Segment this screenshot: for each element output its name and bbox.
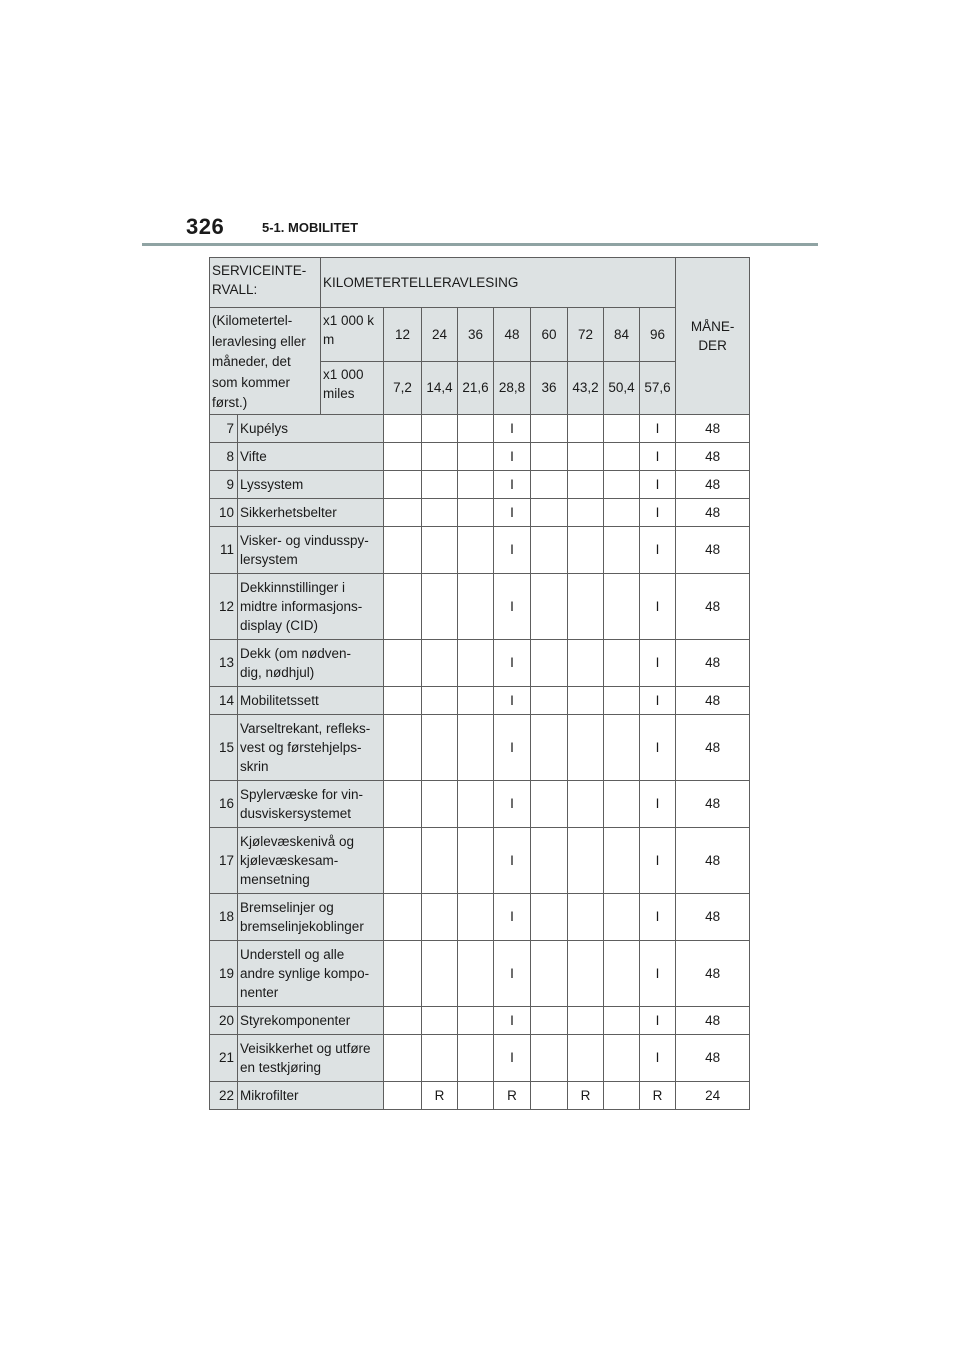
interval-mark <box>604 573 640 639</box>
service-item-line: display (CID) <box>240 617 319 633</box>
interval-mark <box>531 414 568 442</box>
table-row <box>210 526 750 573</box>
table-row <box>210 780 750 827</box>
months-value: 48 <box>676 526 750 573</box>
mile-value: 28,8 <box>494 361 531 414</box>
interval-mark <box>531 1006 568 1034</box>
months-value: 48 <box>676 1034 750 1081</box>
interval-cell <box>384 780 422 827</box>
interval-cell <box>384 1034 422 1081</box>
table-row <box>210 1006 750 1034</box>
service-item <box>238 827 384 893</box>
row-number: 14 <box>210 686 238 714</box>
interval-mark <box>604 1006 640 1034</box>
service-item-line: kjølevæskesam- <box>240 852 339 868</box>
interval-mark: I <box>494 1006 531 1034</box>
service-item-line: Veisikkerhet og utføre <box>240 1040 371 1056</box>
table-row <box>210 827 750 893</box>
row-number: 19 <box>210 940 238 1006</box>
mile-value: 21,6 <box>458 361 494 414</box>
interval-mark <box>422 526 458 573</box>
interval-mark <box>422 573 458 639</box>
interval-mark <box>422 940 458 1006</box>
interval-mark: R <box>422 1081 458 1109</box>
interval-cell <box>384 1081 422 1109</box>
section-title: 5-1. MOBILITET <box>262 220 359 235</box>
row-number: 12 <box>210 573 238 639</box>
interval-mark <box>604 639 640 686</box>
interval-mark <box>604 686 640 714</box>
interval-mark <box>568 470 604 498</box>
service-item-line: dusviskersystemet <box>240 805 352 821</box>
row-number: 17 <box>210 827 238 893</box>
interval-mark: I <box>494 414 531 442</box>
interval-mark <box>568 827 604 893</box>
service-item-line: Lyssystem <box>240 476 304 492</box>
km-value: 60 <box>531 308 568 362</box>
service-item-line: en testkjøring <box>240 1059 322 1075</box>
interval-mark <box>422 780 458 827</box>
interval-mark: I <box>640 893 676 940</box>
table-row <box>210 893 750 940</box>
service-item-line: Understell og alle <box>240 946 345 962</box>
interval-mark <box>458 780 494 827</box>
interval-mark <box>458 498 494 526</box>
interval-mark: I <box>640 573 676 639</box>
interval-note-line: først.) <box>212 395 248 410</box>
interval-mark: R <box>568 1081 604 1109</box>
row-number: 16 <box>210 780 238 827</box>
service-item-line: lersystem <box>240 551 298 567</box>
interval-mark: R <box>494 1081 531 1109</box>
interval-mark <box>604 714 640 780</box>
interval-mark: I <box>494 893 531 940</box>
interval-mark <box>422 827 458 893</box>
interval-mark <box>531 714 568 780</box>
km-value: 72 <box>568 308 604 362</box>
service-item-line: andre synlige kompo- <box>240 965 370 981</box>
row-number: 7 <box>210 414 238 442</box>
service-item-line: Vifte <box>240 448 267 464</box>
service-item <box>238 470 384 498</box>
interval-mark <box>531 498 568 526</box>
interval-mark <box>458 1006 494 1034</box>
interval-mark <box>568 780 604 827</box>
interval-mark: I <box>640 780 676 827</box>
maintenance-schedule-table <box>209 257 750 1110</box>
km-value: 36 <box>458 308 494 362</box>
service-interval-header-line: RVALL: <box>212 282 258 297</box>
interval-mark: I <box>494 470 531 498</box>
interval-mark <box>422 470 458 498</box>
interval-mark <box>604 827 640 893</box>
interval-mark: I <box>640 940 676 1006</box>
interval-mark <box>568 1006 604 1034</box>
interval-mark: I <box>640 470 676 498</box>
interval-mark: I <box>494 940 531 1006</box>
service-item <box>238 498 384 526</box>
interval-mark <box>458 414 494 442</box>
row-number: 20 <box>210 1006 238 1034</box>
header-rule <box>142 243 818 246</box>
row-number: 8 <box>210 442 238 470</box>
km-value: 24 <box>422 308 458 362</box>
service-item-line: bremselinjekoblinger <box>240 918 364 934</box>
interval-cell <box>384 639 422 686</box>
interval-mark <box>604 893 640 940</box>
interval-mark <box>531 827 568 893</box>
service-item-line: nenter <box>240 984 279 1000</box>
interval-cell <box>384 1006 422 1034</box>
interval-mark <box>458 827 494 893</box>
interval-cell <box>384 714 422 780</box>
months-value: 48 <box>676 780 750 827</box>
interval-mark <box>458 573 494 639</box>
km-value: 48 <box>494 308 531 362</box>
months-value: 48 <box>676 414 750 442</box>
interval-mark <box>458 1034 494 1081</box>
table-row <box>210 1081 750 1109</box>
service-item <box>238 526 384 573</box>
interval-mark: I <box>494 498 531 526</box>
interval-mark <box>422 442 458 470</box>
months-value: 48 <box>676 893 750 940</box>
interval-mark <box>458 686 494 714</box>
row-number: 11 <box>210 526 238 573</box>
interval-note-line: som kommer <box>212 374 291 390</box>
miles-unit-line: x1 000 <box>323 366 364 382</box>
interval-cell <box>384 498 422 526</box>
interval-mark: I <box>640 1034 676 1081</box>
months-value: 48 <box>676 573 750 639</box>
service-item-line: Kupélys <box>240 420 289 436</box>
interval-mark: I <box>640 827 676 893</box>
interval-mark <box>531 686 568 714</box>
interval-mark <box>531 940 568 1006</box>
service-item-line: Varseltrekant, refleks- <box>240 720 371 736</box>
interval-mark <box>458 442 494 470</box>
interval-mark: I <box>494 442 531 470</box>
interval-mark <box>458 893 494 940</box>
interval-mark <box>568 1034 604 1081</box>
interval-mark: I <box>494 573 531 639</box>
service-item-line: Mikrofilter <box>240 1087 299 1103</box>
interval-mark <box>568 639 604 686</box>
table-row <box>210 470 750 498</box>
months-value: 48 <box>676 1006 750 1034</box>
interval-cell <box>384 470 422 498</box>
service-item <box>238 573 384 639</box>
mile-value: 43,2 <box>568 361 604 414</box>
interval-mark: I <box>640 1006 676 1034</box>
service-item-line: Sikkerhetsbelter <box>240 504 337 520</box>
interval-note-line: leravlesing eller <box>212 333 306 349</box>
interval-mark <box>604 526 640 573</box>
interval-cell <box>384 414 422 442</box>
interval-mark <box>422 1006 458 1034</box>
interval-mark: I <box>494 827 531 893</box>
service-item-line: Visker- og vindusspy- <box>240 532 369 548</box>
miles-unit-label <box>321 361 384 414</box>
service-item-line: Dekk (om nødven- <box>240 645 352 661</box>
interval-mark <box>568 498 604 526</box>
interval-mark <box>568 714 604 780</box>
interval-mark <box>458 639 494 686</box>
interval-mark <box>531 893 568 940</box>
interval-mark <box>458 714 494 780</box>
interval-mark <box>568 526 604 573</box>
interval-mark: I <box>494 780 531 827</box>
service-item <box>238 686 384 714</box>
interval-mark: I <box>494 686 531 714</box>
interval-mark <box>531 1034 568 1081</box>
row-number: 9 <box>210 470 238 498</box>
interval-mark <box>531 470 568 498</box>
interval-note <box>210 308 321 415</box>
interval-mark <box>422 414 458 442</box>
months-value: 48 <box>676 498 750 526</box>
months-header-line: DER <box>698 337 727 353</box>
service-item-line: Styrekomponenter <box>240 1012 351 1028</box>
interval-mark: I <box>640 498 676 526</box>
mile-value: 50,4 <box>604 361 640 414</box>
interval-mark <box>458 940 494 1006</box>
interval-mark: R <box>640 1081 676 1109</box>
service-interval-header <box>210 258 321 308</box>
interval-mark: I <box>640 639 676 686</box>
interval-mark <box>604 1081 640 1109</box>
row-number: 21 <box>210 1034 238 1081</box>
row-number: 22 <box>210 1081 238 1109</box>
months-value: 24 <box>676 1081 750 1109</box>
interval-cell <box>384 893 422 940</box>
km-value: 84 <box>604 308 640 362</box>
mile-value: 7,2 <box>384 361 422 414</box>
months-value: 48 <box>676 827 750 893</box>
interval-mark <box>531 639 568 686</box>
interval-mark <box>604 1034 640 1081</box>
interval-note-line: måneder, det <box>212 354 291 369</box>
interval-cell <box>384 442 422 470</box>
interval-cell <box>384 573 422 639</box>
service-item <box>238 639 384 686</box>
interval-cell <box>384 526 422 573</box>
interval-mark <box>458 526 494 573</box>
interval-mark <box>568 940 604 1006</box>
months-value: 48 <box>676 686 750 714</box>
months-value: 48 <box>676 940 750 1006</box>
row-number: 18 <box>210 893 238 940</box>
months-value: 48 <box>676 714 750 780</box>
row-number: 10 <box>210 498 238 526</box>
service-item-line: dig, nødhjul) <box>240 664 315 680</box>
interval-mark: I <box>640 442 676 470</box>
months-value: 48 <box>676 639 750 686</box>
table-row <box>210 714 750 780</box>
interval-mark <box>568 686 604 714</box>
interval-mark <box>422 714 458 780</box>
interval-cell <box>384 827 422 893</box>
interval-mark <box>531 526 568 573</box>
interval-mark: I <box>640 526 676 573</box>
service-item <box>238 893 384 940</box>
interval-mark <box>531 573 568 639</box>
interval-mark: I <box>494 526 531 573</box>
km-reading-header: KILOMETERTELLERAVLESING <box>321 258 676 308</box>
service-item-line: vest og førstehjelps- <box>240 739 362 755</box>
miles-unit-line: miles <box>323 385 355 401</box>
km-unit-line: x1 000 k <box>323 313 375 328</box>
interval-mark <box>422 1034 458 1081</box>
interval-mark: I <box>494 714 531 780</box>
service-item-line: Dekkinnstillinger i <box>240 579 346 595</box>
interval-mark <box>568 414 604 442</box>
interval-mark <box>568 442 604 470</box>
interval-mark <box>568 893 604 940</box>
months-header-line: MÅNE- <box>690 318 735 334</box>
service-item <box>238 940 384 1006</box>
interval-mark <box>422 893 458 940</box>
row-number: 13 <box>210 639 238 686</box>
km-value: 12 <box>384 308 422 362</box>
months-header <box>676 258 750 415</box>
service-item <box>238 714 384 780</box>
interval-mark <box>422 498 458 526</box>
interval-mark: I <box>640 686 676 714</box>
table-row <box>210 414 750 442</box>
interval-mark <box>604 442 640 470</box>
mile-value: 57,6 <box>640 361 676 414</box>
page-number: 326 <box>186 214 225 239</box>
service-interval-header-line: SERVICEINTE- <box>212 263 307 278</box>
service-item <box>238 1081 384 1109</box>
table-row <box>210 686 750 714</box>
service-item-line: Mobilitetssett <box>240 692 319 708</box>
months-value: 48 <box>676 470 750 498</box>
interval-cell <box>384 686 422 714</box>
interval-cell <box>384 940 422 1006</box>
interval-mark: I <box>494 639 531 686</box>
interval-mark <box>604 780 640 827</box>
km-unit-label <box>321 308 384 362</box>
interval-mark: I <box>640 414 676 442</box>
interval-mark <box>458 1081 494 1109</box>
mile-value: 36 <box>531 361 568 414</box>
table-row <box>210 498 750 526</box>
interval-mark <box>604 470 640 498</box>
service-item-line: Spylervæske for vin- <box>240 786 364 802</box>
service-item <box>238 1006 384 1034</box>
table-row <box>210 442 750 470</box>
interval-mark <box>531 780 568 827</box>
service-item <box>238 1034 384 1081</box>
service-item-line: midtre informasjons- <box>240 598 363 614</box>
interval-mark <box>604 940 640 1006</box>
service-item <box>238 414 384 442</box>
interval-mark <box>422 686 458 714</box>
interval-note-line: (Kilometertel- <box>212 313 293 328</box>
table-row <box>210 940 750 1006</box>
mile-value: 14,4 <box>422 361 458 414</box>
interval-mark <box>531 442 568 470</box>
interval-mark <box>458 470 494 498</box>
interval-mark <box>604 498 640 526</box>
months-value: 48 <box>676 442 750 470</box>
interval-mark <box>531 1081 568 1109</box>
interval-mark <box>422 639 458 686</box>
interval-mark <box>604 414 640 442</box>
interval-mark: I <box>494 1034 531 1081</box>
km-unit-line: m <box>323 332 335 347</box>
row-number: 15 <box>210 714 238 780</box>
table-row <box>210 573 750 639</box>
service-item-line: Kjølevæskenivå og <box>240 833 355 849</box>
table-row <box>210 639 750 686</box>
table-row <box>210 1034 750 1081</box>
service-item-line: skrin <box>240 758 269 774</box>
service-item-line: mensetning <box>240 871 310 887</box>
interval-mark: I <box>640 714 676 780</box>
service-item <box>238 442 384 470</box>
service-item <box>238 780 384 827</box>
interval-mark <box>568 573 604 639</box>
service-item-line: Bremselinjer og <box>240 899 334 915</box>
km-value: 96 <box>640 308 676 362</box>
